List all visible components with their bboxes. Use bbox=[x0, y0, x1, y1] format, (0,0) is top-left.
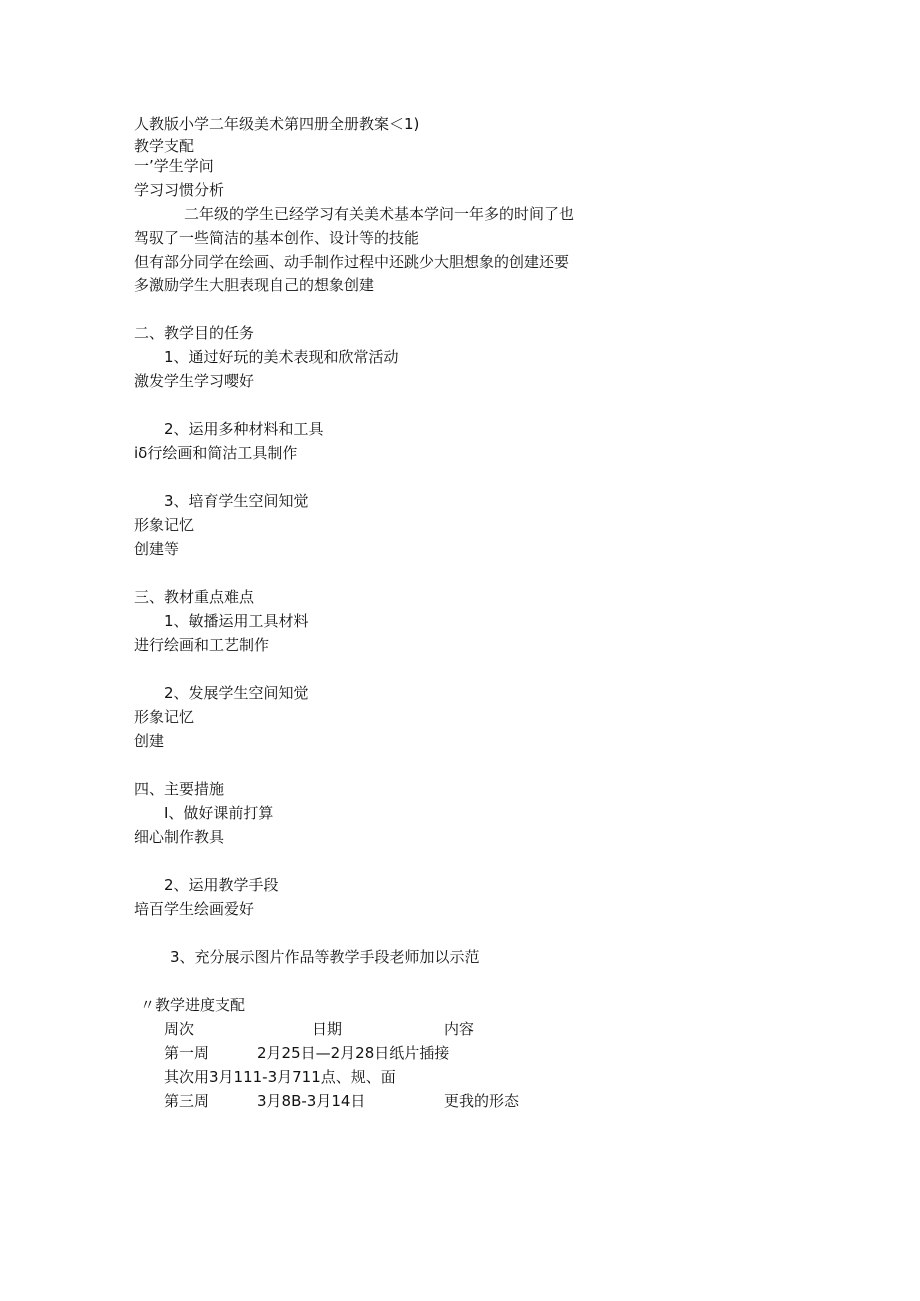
list-item: 3、培育学生空间知觉 bbox=[164, 492, 309, 510]
list-item-continuation: 激发学生学习嘤好 bbox=[134, 372, 255, 390]
table-cell: 第三周 bbox=[164, 1092, 210, 1110]
section-subheading: 学习习惯分析 bbox=[134, 181, 225, 199]
table-header-cell: 内容 bbox=[444, 1020, 475, 1038]
paragraph-line: 驾驭了一些简洁的基本创作、设计等的技能 bbox=[134, 229, 420, 247]
document-title: 人教版小学二年级美术第四册全册教案＜1) bbox=[134, 115, 420, 133]
list-item-continuation: 培百学生绘画爱好 bbox=[134, 900, 255, 918]
paragraph-line: 多激励学生大胆表现自己的想象创建 bbox=[134, 276, 375, 294]
table-cell: 第一周 bbox=[164, 1044, 210, 1062]
paragraph-line: 但有部分同学在绘画、动手制作过程中还跳少大胆想象的创建还要 bbox=[134, 253, 570, 271]
section-heading: 三、教材重点难点 bbox=[134, 588, 255, 606]
table-cell: 2月25日—2月28日纸片插接 bbox=[257, 1044, 450, 1062]
list-item: 2、发展学生空间知觉 bbox=[164, 684, 309, 702]
list-item: 1、通过好玩的美术表现和欣常活动 bbox=[164, 348, 399, 366]
list-item-continuation: 进行绘画和工艺制作 bbox=[134, 636, 270, 654]
document-subtitle: 教学支配 bbox=[134, 137, 195, 155]
schedule-table bbox=[0, 1016, 920, 1116]
list-item-continuation: 形象记忆 bbox=[134, 516, 195, 534]
table-header-row bbox=[0, 1019, 920, 1041]
table-cell: 其次用3月111-3月711点、规、面 bbox=[164, 1068, 396, 1086]
table-header-cell: 周次 bbox=[164, 1020, 195, 1038]
section-heading: 四、主要措施 bbox=[134, 780, 225, 798]
list-item: 2、运用多种材料和工具 bbox=[164, 420, 324, 438]
list-item-continuation: iδ行绘画和简沽工具制作 bbox=[134, 444, 298, 462]
section-heading: 二、教学目的任务 bbox=[134, 324, 255, 342]
table-cell: 更我的形态 bbox=[444, 1092, 520, 1110]
table-header-cell: 日期 bbox=[312, 1020, 343, 1038]
list-item: 3、充分展示图片作品等教学手段老师加以示范 bbox=[170, 948, 480, 966]
list-item-continuation: 创建 bbox=[134, 732, 165, 750]
table-cell: 3月8B-3月14日 bbox=[257, 1092, 366, 1110]
table-row bbox=[0, 1043, 920, 1065]
paragraph-line: 二年级的学生已经学习有关美术基本学问一年多的时间了也 bbox=[184, 205, 575, 223]
list-item: 2、运用教学手段 bbox=[164, 876, 279, 894]
table-row bbox=[0, 1091, 920, 1113]
section-heading: 〃教学进度支配 bbox=[140, 996, 246, 1014]
list-item: 1、敏播运用工具材料 bbox=[164, 612, 309, 630]
section-heading: 一’学生学问 bbox=[134, 157, 214, 175]
list-item-continuation: 细心制作教具 bbox=[134, 828, 225, 846]
list-item-continuation: 创建等 bbox=[134, 540, 180, 558]
table-row bbox=[0, 1067, 920, 1089]
list-item-continuation: 形象记忆 bbox=[134, 708, 195, 726]
list-item: I、做好课前打算 bbox=[164, 804, 274, 822]
